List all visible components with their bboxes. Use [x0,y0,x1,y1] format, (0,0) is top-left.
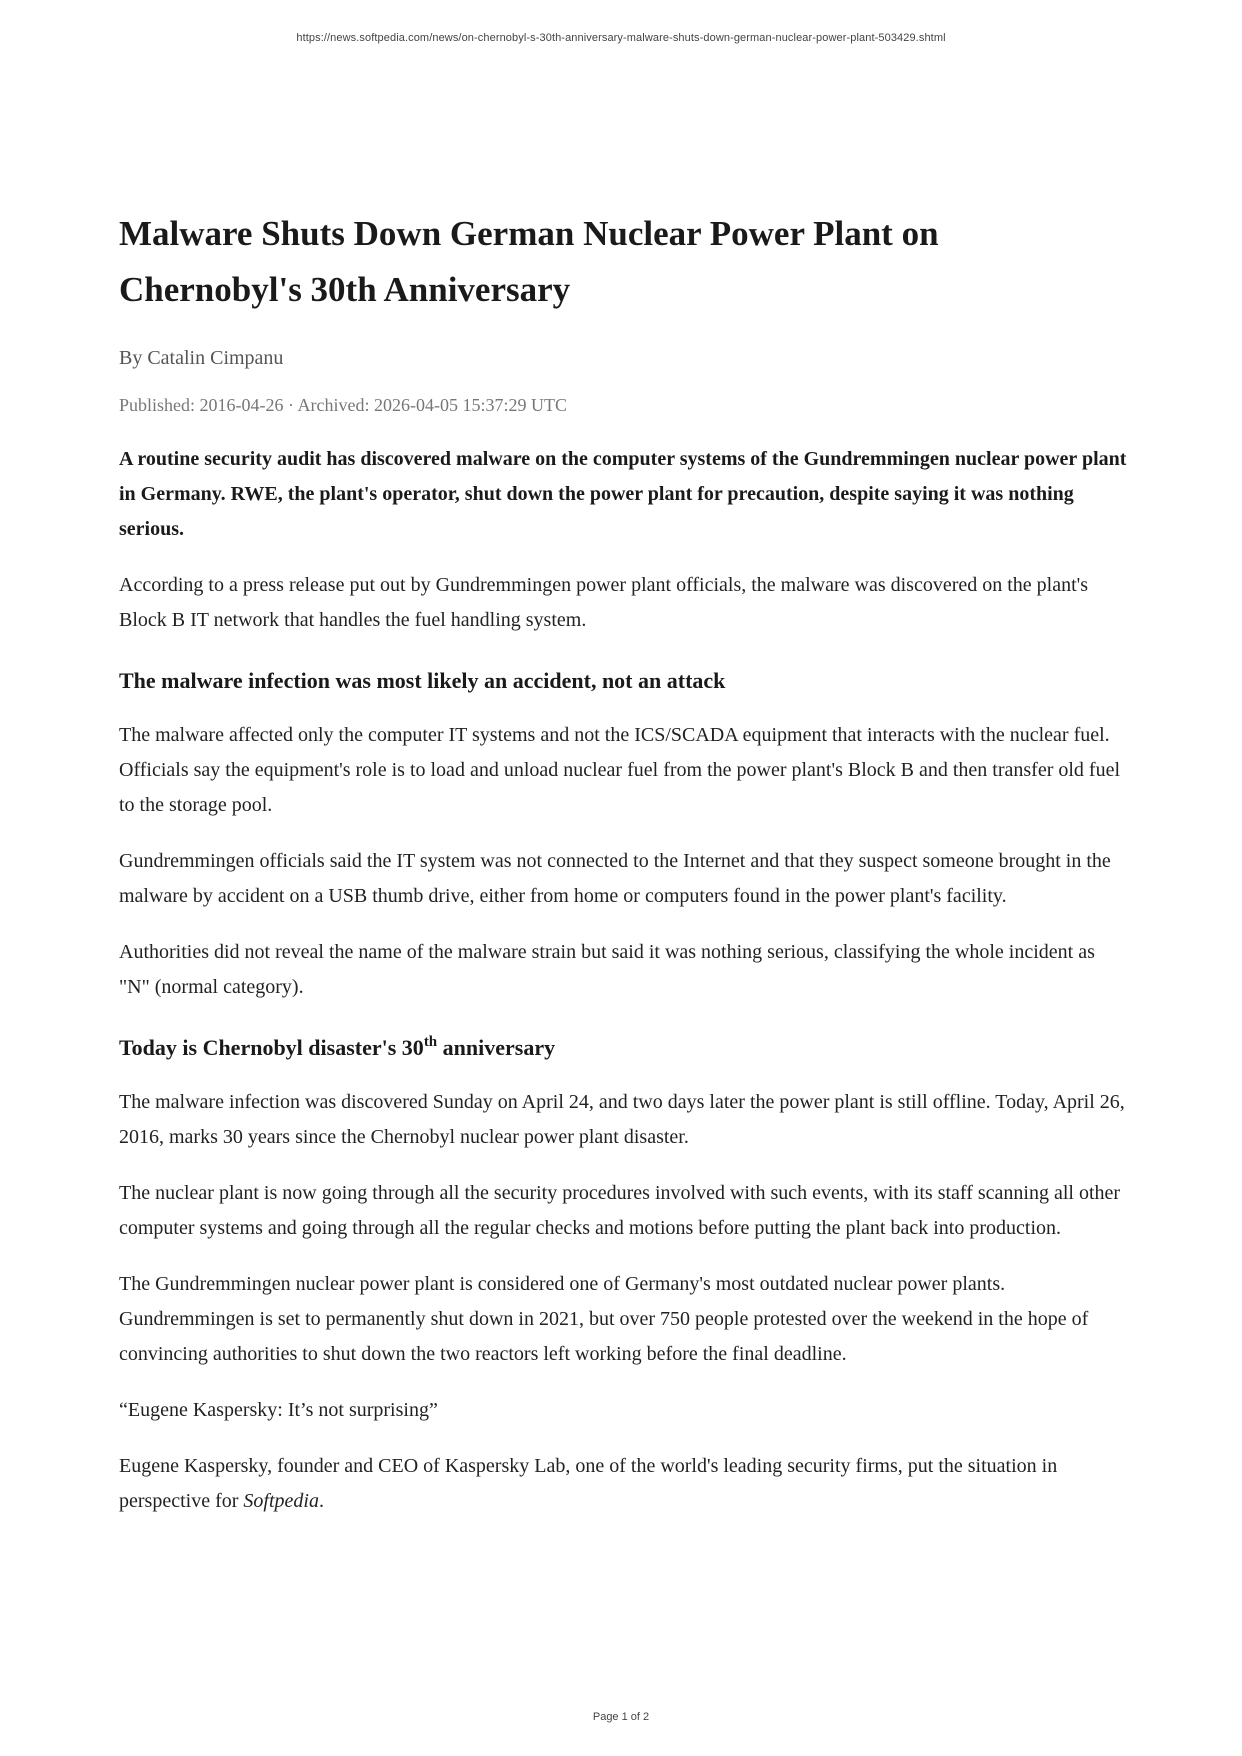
paragraph-5: The malware infection was discovered Sunday on April 24, and two days later the power plant is still offline. Today, April 26, 2016, marks 30 years since the Chernobyl nuclear power plant disaster. [119,1091,1125,1148]
article [119,206,1127,1519]
heading-text-end: anniversary [437,1035,556,1060]
paragraph-7: The Gundremmingen nuclear power plant is considered one of Germany's most outdated nuclear power plants. Gundremmingen is set to permanently shut down in 2021, but over 750 people protested over the weekend in the hope of convincing authorities to shut down the two reactors left working before the final deadline. [119,1273,1089,1365]
paragraph-9-text: Eugene Kaspersky, founder and CEO of Kaspersky Lab, one of the world's leading security firms, put the situation in perspective for [119,1455,1058,1512]
author-byline: By Catalin Cimpanu [119,347,284,369]
paragraph-9 [119,1449,1127,1519]
publish-meta: Published: 2016-04-26 · Archived: 2026-04-05 15:37:29 UTC [119,395,567,415]
paragraph-3: Gundremmingen officials said the IT system was not connected to the Internet and that they suspect someone brought in the malware by accident on a USB thumb drive, either from home or computers found in the power plant's facility. [119,850,1111,907]
source-url: https://news.softpedia.com/news/on-chernobyl-s-30th-anniversary-malware-shuts-down-german-nuclear-power-plant-503429.shtml [296,32,946,44]
paragraph-6: The nuclear plant is now going through all the security procedures involved with such events, with its staff scanning all other computer systems and going through all the regular checks and motions before putting the plant back into production. [119,1182,1121,1239]
paragraph-1: According to a press release put out by Gundremmingen power plant officials, the malware was discovered on the plant's Block B IT network that handles the fuel handling system. [119,574,1089,631]
quote-subheading: “Eugene Kaspersky: It’s not surprising” [119,1399,438,1421]
article-title: Malware Shuts Down German Nuclear Power Plant on Chernobyl's 30th Anniversary [119,214,939,309]
section-heading-chernobyl [119,1032,1127,1064]
publication-name: Softpedia [243,1490,319,1512]
paragraph-2: The malware affected only the computer IT systems and not the ICS/SCADA equipment that interacts with the nuclear fuel. Officials say the equipment's role is to load and unload nuclear fuel from the power plant's Block B and then transfer old fuel to the storage pool. [119,724,1121,816]
section-heading-accident: The malware infection was most likely an accident, not an attack [119,668,726,693]
page-number: Page 1 of 2 [592,1711,650,1723]
lead-paragraph: A routine security audit has discovered malware on the computer systems of the Gundremmingen nuclear power plant in Germany. RWE, the plant's operator, shut down the power plant for precaution, despite saying it was nothing serious. [119,448,1127,540]
ordinal-superscript: th [423,1034,438,1050]
paragraph-9-end: . [318,1490,324,1512]
paragraph-4: Authorities did not reveal the name of the malware strain but said it was nothing serious, classifying the whole incident as "N" (normal category). [119,941,1095,998]
heading-text: Today is Chernobyl disaster's 30 [119,1035,424,1060]
